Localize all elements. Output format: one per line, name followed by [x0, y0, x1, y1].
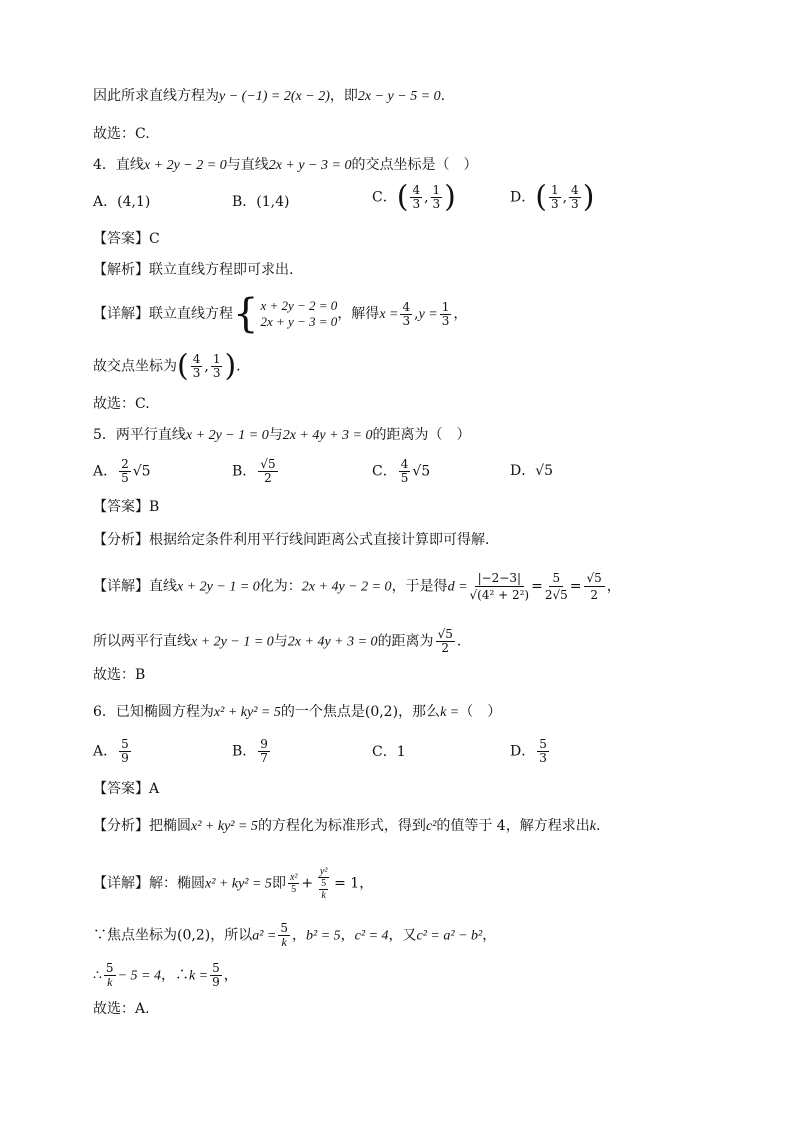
- text: = 1: [334, 875, 360, 892]
- paren: (: [177, 348, 189, 384]
- numerator: 5: [212, 961, 220, 975]
- denominator: 3: [441, 313, 450, 328]
- denominator: 2: [264, 471, 272, 485]
- numerator: x²: [289, 872, 298, 883]
- q5-option-d: [510, 461, 553, 481]
- text: ，又: [388, 927, 417, 944]
- system-row: x + 2y − 2 = 0: [260, 298, 338, 313]
- question-4: [93, 155, 477, 176]
- paren: ): [444, 179, 456, 215]
- text: ，即: [329, 88, 358, 104]
- numerator: 4: [412, 183, 421, 197]
- denominator: 5: [400, 471, 409, 485]
- paren: (: [396, 179, 409, 215]
- text: （ ）: [459, 704, 502, 720]
- numerator: |−2−3|: [475, 570, 524, 587]
- fraction: [470, 570, 530, 603]
- text: ，: [340, 927, 355, 944]
- numerator: 4: [192, 352, 201, 366]
- denominator: 3: [402, 313, 411, 328]
- denominator: 5: [291, 884, 297, 895]
- fraction: [258, 458, 277, 485]
- text: 的交点坐标是（ ）: [351, 157, 478, 173]
- denominator: 2: [441, 641, 450, 655]
- numerator: 1: [550, 183, 559, 197]
- fraction: [549, 184, 561, 211]
- q4-option-d: [510, 179, 595, 215]
- denominator: 2√5: [544, 588, 568, 602]
- option-label: D．: [510, 463, 536, 479]
- option-label: B．: [232, 743, 257, 760]
- option-value: (4,1): [117, 194, 151, 210]
- option-label: C．: [372, 189, 397, 206]
- denominator: 3: [432, 197, 441, 211]
- fraction: [278, 922, 290, 949]
- choose-line: 故选：C.: [93, 126, 150, 142]
- q4-option-b: [232, 192, 290, 212]
- q6-detail: [93, 866, 373, 901]
- equation: x² + ky² = 5: [213, 705, 281, 720]
- equation-system: [233, 291, 338, 337]
- text: 化为：: [259, 578, 302, 595]
- q5-conclusion: [93, 628, 461, 655]
- numerator: 5: [549, 570, 563, 587]
- numerator: y²: [319, 866, 328, 877]
- sqrt: √5: [412, 463, 431, 480]
- equation: k =: [440, 705, 460, 720]
- q4-detail: [93, 291, 468, 337]
- brace: {: [233, 291, 259, 337]
- denominator: 3: [192, 366, 201, 380]
- numerator: 5: [280, 921, 288, 935]
- text: 【详解】解：椭圆: [93, 875, 205, 892]
- denominator: 3: [212, 366, 221, 380]
- equation: x² + ky² = 5: [205, 876, 272, 892]
- text: +: [301, 875, 314, 892]
- equation: y − (−1) = 2(x − 2): [219, 89, 330, 104]
- solution-line-1: [93, 86, 445, 107]
- text: 4．直线: [93, 157, 144, 173]
- text: 【详解】联立直线方程: [93, 306, 233, 322]
- fraction: [288, 872, 299, 895]
- equation: x + 2y − 1 = 0: [177, 579, 260, 595]
- option-label: A．: [93, 463, 118, 480]
- numerator: 5: [105, 961, 114, 975]
- system-row: 2x + y − 3 = 0: [260, 314, 338, 329]
- fraction: [584, 570, 605, 603]
- q6-option-c: [372, 742, 406, 762]
- fraction: [315, 866, 332, 901]
- text: 与直线: [226, 157, 269, 173]
- fraction: [440, 301, 452, 328]
- numerator: 1: [441, 299, 450, 314]
- text: ，于是得: [391, 578, 448, 595]
- numerator: 9: [260, 737, 268, 751]
- text: =: [531, 578, 543, 595]
- text: 即: [271, 875, 286, 892]
- numerator: 4: [400, 457, 409, 471]
- equation: 2x + 4y + 3 = 0: [282, 428, 373, 443]
- denominator: 3: [550, 197, 559, 211]
- paren: ): [582, 179, 595, 215]
- text: 的一个焦点是: [280, 704, 365, 720]
- text: ∴: [93, 967, 102, 984]
- equation: 2x + y − 3 = 0: [268, 158, 352, 173]
- option-label: D．: [510, 743, 536, 760]
- denominator: 7: [260, 751, 268, 765]
- q6-option-a: [93, 738, 133, 765]
- denominator: 2: [590, 588, 598, 602]
- paren: ): [224, 348, 237, 384]
- numerator: 5: [539, 737, 547, 751]
- option-label: A．: [93, 194, 118, 210]
- q4-conclusion: [93, 348, 241, 384]
- denominator: 9: [121, 751, 129, 765]
- equation: x =: [379, 307, 399, 322]
- denominator: k: [107, 975, 113, 989]
- option-value: 1: [396, 744, 406, 760]
- numerator: 5: [321, 878, 327, 889]
- q6-detail-2: [93, 922, 496, 949]
- q5-option-b: [232, 458, 280, 485]
- q5-option-c: [372, 458, 430, 485]
- q6-answer: 【答案】A: [93, 781, 160, 797]
- numerator: 4: [571, 183, 579, 197]
- question-6: [93, 702, 501, 723]
- text: ,: [204, 358, 209, 375]
- equation: 2x + 4y − 2 = 0: [301, 579, 392, 595]
- denominator: k: [321, 890, 326, 901]
- denominator: 9: [212, 975, 220, 989]
- text: ，: [223, 967, 238, 984]
- numerator: √5: [260, 457, 276, 471]
- fraction: [210, 962, 222, 989]
- numerator: 1: [212, 352, 221, 366]
- text: 所以两平行直线: [93, 633, 191, 650]
- option-label: B．: [232, 463, 257, 480]
- fraction: [431, 184, 443, 211]
- text: 【分析】把椭圆: [93, 818, 191, 834]
- q5-option-a: [93, 458, 151, 485]
- text: ∵焦点坐标为: [93, 927, 177, 944]
- numerator: 5: [121, 737, 129, 751]
- equation: c² = a² − b²: [416, 928, 483, 944]
- text: ,: [562, 189, 568, 206]
- denominator: 3: [571, 197, 579, 211]
- text: 的方程化为标准形式，得到: [257, 818, 426, 834]
- equation: x² + ky² = 5: [191, 819, 258, 834]
- fraction: [319, 878, 328, 901]
- q6-option-b: [232, 738, 272, 765]
- numerator: 1: [432, 183, 441, 197]
- q6-detail-3: [93, 962, 238, 989]
- fraction: [410, 184, 422, 211]
- text: 与: [268, 427, 283, 443]
- sqrt: √5: [535, 463, 554, 479]
- denominator: √(4² + 2²): [469, 588, 530, 602]
- denominator: [315, 878, 332, 901]
- numerator: √5: [437, 627, 453, 641]
- fraction: [569, 184, 581, 211]
- fraction: [211, 353, 223, 380]
- fraction: [119, 458, 131, 485]
- equation: 2x + 4y + 3 = 0: [287, 634, 378, 650]
- q6-option-d: [510, 738, 551, 765]
- equation: b² = 5: [306, 928, 341, 944]
- text: ，∴: [160, 967, 189, 984]
- q5-analysis: 【分析】根据给定条件利用平行线间距离公式直接计算即可得解.: [93, 532, 490, 548]
- text: 的距离为（ ）: [372, 427, 471, 443]
- text: 6．已知椭圆方程为: [93, 704, 214, 720]
- equation: y =: [418, 307, 438, 322]
- equation: x + 2y − 1 = 0: [191, 634, 274, 650]
- equation: k: [589, 819, 596, 834]
- text: ,: [414, 306, 419, 322]
- q6-analysis: [93, 816, 600, 837]
- q4-choose: 故选：C.: [93, 396, 150, 412]
- denominator: k: [281, 935, 287, 949]
- text: .: [440, 88, 446, 104]
- q4-option-a: [93, 192, 150, 212]
- numerator: 4: [402, 299, 411, 314]
- text: ，: [292, 927, 306, 944]
- paren: (: [535, 179, 547, 215]
- text: .: [456, 633, 462, 650]
- text: ，: [606, 578, 621, 595]
- fraction: [104, 962, 116, 989]
- equation: 2x − y − 5 = 0: [357, 89, 441, 104]
- option-label: A．: [93, 743, 118, 760]
- equation: − 5 = 4: [117, 968, 161, 984]
- fraction: [537, 738, 549, 765]
- text: ，所以: [210, 927, 253, 944]
- denominator: 3: [412, 197, 421, 211]
- denominator: 3: [539, 751, 547, 765]
- numerator: √5: [584, 570, 605, 587]
- fraction: [258, 738, 270, 765]
- equation: x + 2y − 1 = 0: [185, 428, 269, 443]
- text: 【详解】直线: [93, 578, 177, 595]
- equation: x + 2y − 2 = 0: [143, 158, 227, 173]
- equation: k =: [188, 968, 209, 984]
- sqrt: √5: [132, 463, 151, 480]
- option-value: (1,4): [256, 194, 290, 210]
- text: 故交点坐标为: [93, 358, 177, 375]
- q5-choose: 故选：B: [93, 667, 146, 683]
- text: 的距离为: [377, 633, 434, 650]
- text: =: [569, 578, 582, 595]
- equation: a² =: [252, 928, 277, 944]
- text: 5．两平行直线: [93, 427, 186, 443]
- text: .: [236, 358, 241, 375]
- fraction: [545, 570, 568, 603]
- text: 的值等于 4，解方程求出: [436, 818, 590, 834]
- text: .: [595, 818, 601, 834]
- denominator: 5: [121, 471, 129, 485]
- fraction: [436, 628, 455, 655]
- question-5: [93, 425, 470, 446]
- text: 与: [273, 633, 288, 650]
- text: ，: [359, 875, 374, 892]
- option-label: C．: [372, 744, 397, 760]
- equation: (0,2): [364, 704, 399, 720]
- option-label: C．: [372, 463, 397, 480]
- text: 因此所求直线方程为: [93, 88, 219, 104]
- q5-detail: [93, 570, 621, 603]
- q4-analysis: 【解析】联立直线方程即可求出.: [93, 262, 294, 278]
- text: ，: [453, 306, 468, 322]
- numerator: 2: [121, 457, 129, 471]
- fraction: [400, 301, 412, 328]
- equation: (0,2): [177, 927, 211, 944]
- system-rows: [260, 298, 337, 330]
- q6-choose: 故选：A.: [93, 1001, 150, 1017]
- equation: d =: [447, 579, 468, 595]
- text: ，那么: [398, 704, 441, 720]
- equation: c²: [425, 819, 437, 834]
- text: ，: [482, 927, 497, 944]
- q4-option-c: [372, 179, 456, 215]
- q5-answer: 【答案】B: [93, 499, 160, 515]
- fraction: [399, 458, 411, 485]
- equation: c² = 4: [354, 928, 389, 944]
- q4-answer: 【答案】C: [93, 231, 160, 247]
- option-label: B．: [232, 194, 257, 210]
- text: ,: [424, 189, 429, 206]
- fraction: [119, 738, 131, 765]
- option-label: D．: [510, 189, 536, 206]
- fraction: [191, 353, 203, 380]
- text: ，解得: [337, 306, 380, 322]
